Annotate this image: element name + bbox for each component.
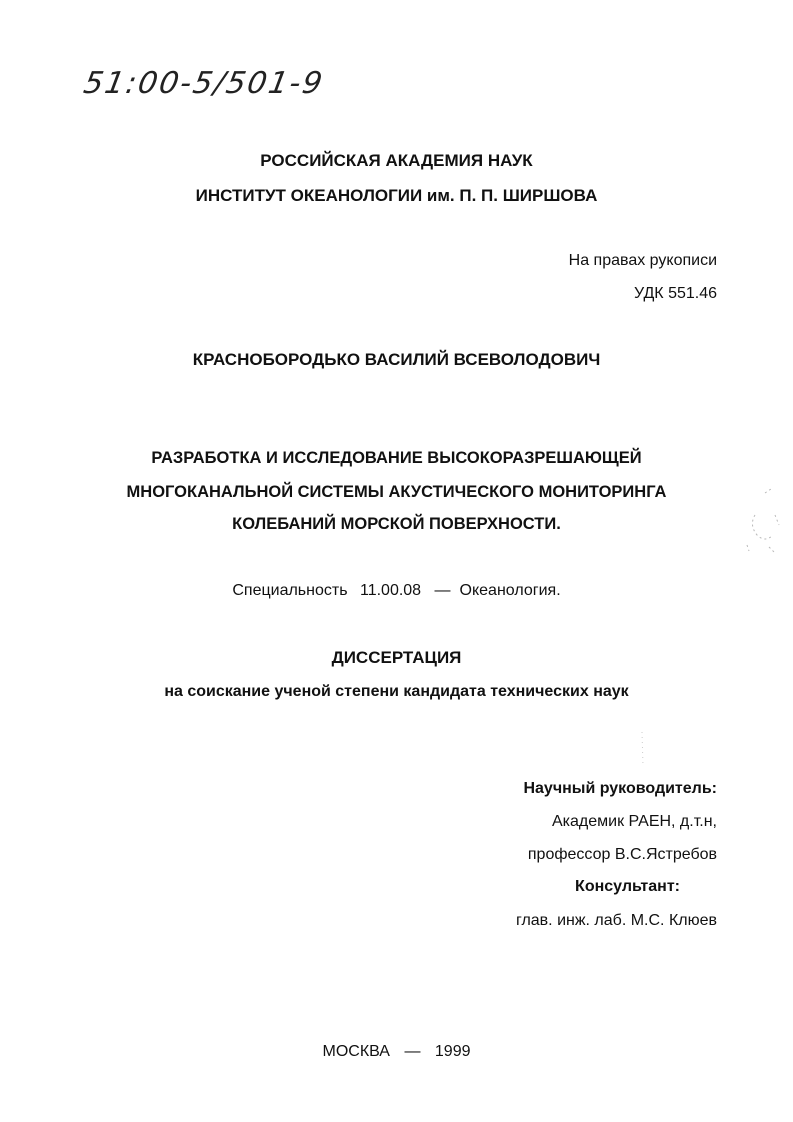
udc-code: УДК 551.46 [634,285,717,302]
supervisor-title: Академик РАЕН, д.т.н, [552,813,717,830]
consultant-name: глав. инж. лаб. М.С. Клюев [515,912,717,929]
manuscript-rights-note: На правах рукописи [568,252,717,269]
city-year-dash: — [404,1043,421,1060]
specialty-name: Океанология. [459,582,561,599]
scan-noise-mark [735,485,785,560]
institute-heading: ИНСТИТУТ ОКЕАНОЛОГИИ им. П. П. ШИРШОВА [195,186,598,205]
document-type: ДИССЕРТАЦИЯ [331,648,462,667]
specialty-code: 11.00.08 [359,582,422,599]
specialty-dash: — [434,582,451,599]
handwritten-catalog-number: 51:00-5/501-9 [80,66,327,101]
year: 1999 [434,1043,471,1060]
academy-heading: РОССИЙСКАЯ АКАДЕМИЯ НАУК [260,151,533,170]
thesis-title-line-2: МНОГОКАНАЛЬНОЙ СИСТЕМЫ АКУСТИЧЕСКОГО МОНИТОРИНГА [126,483,667,501]
place-and-year [0,1043,793,1061]
thesis-title-line-1: РАЗРАБОТКА И ИССЛЕДОВАНИЕ ВЫСОКОРАЗРЕШАЮЩЕЙ [151,449,642,467]
degree-line: на соискание ученой степени кандидата технических наук [164,683,629,700]
supervisor-name: профессор В.С.Ястребов [527,846,717,863]
specialty-line [0,582,793,600]
specialty-label: Специальность [232,582,348,599]
city: МОСКВА [322,1043,390,1060]
scan-noise-mark-2 [636,730,650,770]
thesis-title-line-3: КОЛЕБАНИЙ МОРСКОЙ ПОВЕРХНОСТИ. [232,515,561,533]
author-name: КРАСНОБОРОДЬКО ВАСИЛИЙ ВСЕВОЛОДОВИЧ [192,350,601,369]
consultant-heading: Консультант: [575,878,680,895]
supervisor-heading: Научный руководитель: [523,780,717,797]
